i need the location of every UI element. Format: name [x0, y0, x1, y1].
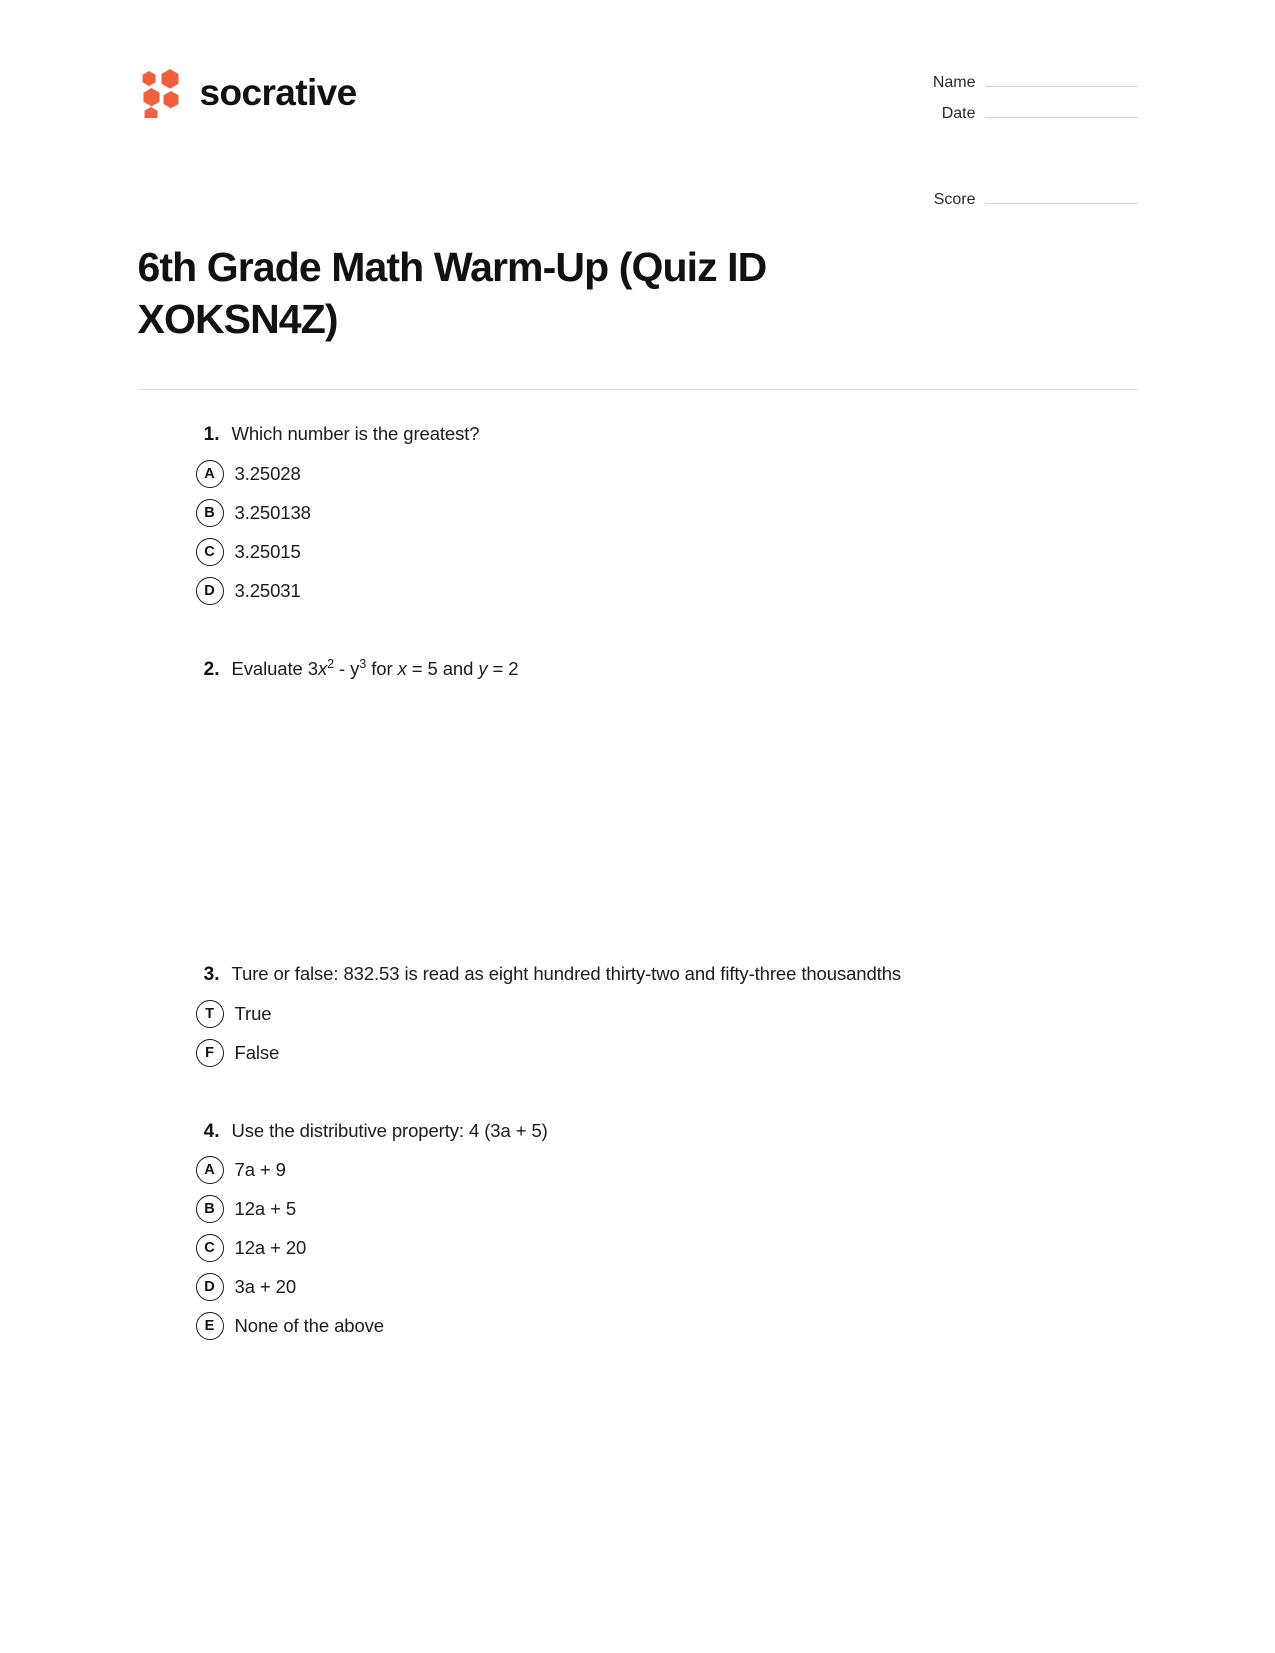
student-meta-fields [906, 58, 1138, 220]
question-3-options [196, 1000, 1138, 1067]
question-2-answer-space[interactable] [196, 684, 1138, 960]
option-a[interactable] [196, 1156, 1138, 1184]
option-bubble-d[interactable]: D [196, 1273, 224, 1301]
option-label-d: 3a + 20 [234, 1276, 297, 1298]
option-bubble-t[interactable]: T [196, 1000, 224, 1028]
option-c[interactable] [196, 1234, 1138, 1262]
option-label-a: 7a + 9 [234, 1159, 286, 1181]
question-1-text: Which number is the greatest? [231, 423, 480, 445]
question-1 [196, 420, 1138, 605]
option-label-b: 12a + 5 [234, 1198, 297, 1220]
question-2-number: 2. [203, 658, 220, 680]
header-divider [138, 389, 1138, 390]
question-1-number: 1. [203, 424, 220, 446]
option-a[interactable] [196, 460, 1138, 488]
question-2-text: Evaluate $3x^2 - y^3$ for x = 5 and y = 2 [231, 656, 519, 679]
option-bubble-b[interactable]: B [196, 1195, 224, 1223]
option-d[interactable] [196, 1273, 1138, 1301]
question-2 [196, 655, 1138, 961]
option-false[interactable] [196, 1039, 1138, 1067]
option-true[interactable] [196, 1000, 1138, 1028]
option-label-true: True [234, 1002, 272, 1024]
brand-name: socrative [199, 71, 357, 113]
score-field-label: Score [933, 191, 976, 208]
question-4 [196, 1117, 1138, 1341]
option-bubble-b[interactable]: B [196, 499, 224, 527]
option-label-b: 3.250138 [234, 501, 311, 523]
question-4-text: Use the distributive property: 4 (3a + 5) [231, 1119, 548, 1141]
name-field-input[interactable] [986, 72, 1138, 87]
question-3-head [196, 960, 1138, 990]
socrative-hexagon-logo-icon [138, 66, 186, 118]
question-2-head [196, 655, 1138, 685]
brand-logo [138, 58, 357, 118]
page-title: 6th Grade Math Warm-Up (Quiz ID XOKSN4Z) [137, 244, 767, 342]
question-4-head [196, 1117, 1138, 1147]
question-4-options [196, 1156, 1138, 1340]
option-label-a: 3.25028 [234, 462, 301, 484]
spacer [196, 1083, 1138, 1117]
option-label-c: 3.25015 [234, 540, 301, 562]
question-3-number: 3. [203, 964, 220, 986]
page-content [138, 0, 1138, 1340]
option-c[interactable] [196, 538, 1138, 566]
question-4-number: 4. [203, 1120, 220, 1142]
name-field-row [906, 72, 1138, 92]
option-bubble-a[interactable]: A [196, 460, 224, 488]
question-3-text: Ture or false: 832.53 is read as eight hundred thirty-two and fifty-three thousandths [231, 963, 902, 985]
option-label-e: None of the above [234, 1315, 384, 1337]
option-b[interactable] [196, 499, 1138, 527]
page-header [138, 58, 1138, 220]
score-field-row [906, 189, 1138, 209]
option-bubble-d[interactable]: D [196, 577, 224, 605]
option-label-d: 3.25031 [234, 579, 301, 601]
date-field-input[interactable] [986, 103, 1138, 118]
spacer [196, 621, 1138, 655]
question-3 [196, 960, 1138, 1067]
option-bubble-c[interactable]: C [196, 1234, 224, 1262]
option-bubble-c[interactable]: C [196, 538, 224, 566]
option-bubble-f[interactable]: F [196, 1039, 224, 1067]
option-label-false: False [234, 1041, 280, 1063]
question-1-head [196, 420, 1138, 450]
date-field-row [906, 103, 1138, 123]
name-field-label: Name [932, 74, 976, 91]
option-e[interactable] [196, 1312, 1138, 1340]
option-d[interactable] [196, 577, 1138, 605]
option-b[interactable] [196, 1195, 1138, 1223]
option-label-c: 12a + 20 [234, 1237, 307, 1259]
option-bubble-a[interactable]: A [196, 1156, 224, 1184]
question-1-options [196, 460, 1138, 605]
date-field-label: Date [941, 105, 976, 122]
questions-list [138, 420, 1138, 1340]
score-field-input[interactable] [986, 189, 1138, 204]
option-bubble-e[interactable]: E [196, 1312, 224, 1340]
title-block [138, 242, 858, 345]
